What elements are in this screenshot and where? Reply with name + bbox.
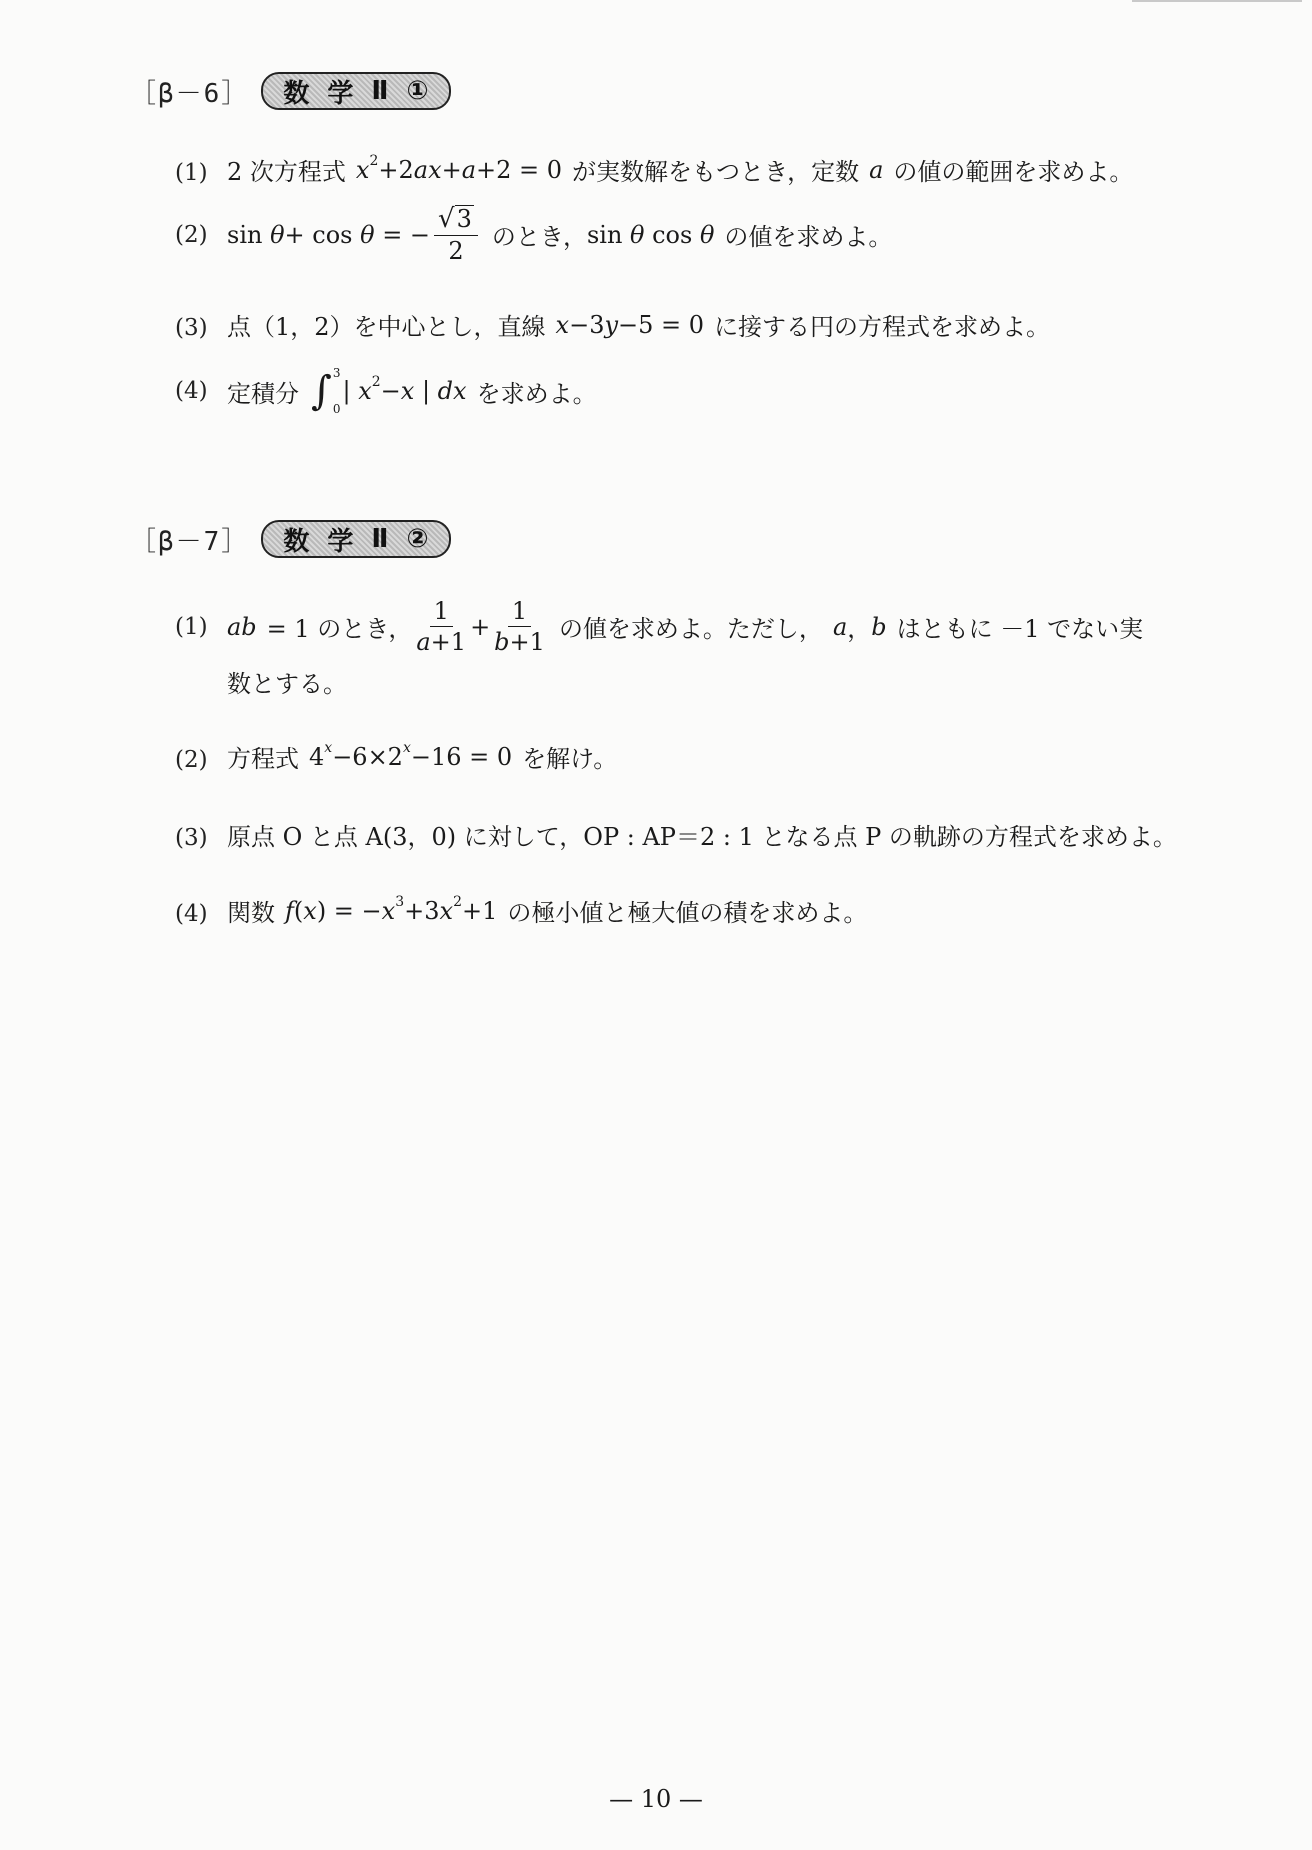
subject-label: 数 学 Ⅱ ② xyxy=(261,520,450,558)
equation: $4^x-6\times 2^x-16 = 0$ xyxy=(309,739,513,771)
problem-b7-3: (3) 原点 O と点 A(3，0) に対して，OP : AP＝2 : 1 となる点 P の軌跡の方程式を求めよ。 xyxy=(175,823,1177,851)
problem-b6-1: (1) 2 次方程式 $x^2+2ax+a+2 = 0$ が実数解をもつとき，定数 a の値の範囲を求めよ。 xyxy=(175,152,1134,186)
integral: ∫ 3 0 xyxy=(311,366,341,416)
equation: $x^2+2ax+a+2 = 0$ xyxy=(355,152,563,184)
section-header-b6 xyxy=(130,72,451,110)
subject-label: 数 学 Ⅱ ① xyxy=(261,72,450,110)
fraction: $\frac{1}{a+1}$ xyxy=(416,597,467,657)
equation: $f(x) = -x^3+3x^2+1$ xyxy=(285,893,498,925)
section-tag: ［β－6］ xyxy=(130,78,250,109)
problem-b6-2: (2) sin θ+ cos θ = − √ 3 2 のとき， sin θ cos θ の値を求めよ。 xyxy=(175,204,893,265)
section-tag: ［β－7］ xyxy=(130,526,250,557)
equation: x−3y−5 = 0 xyxy=(555,310,705,339)
fraction: $\frac{1}{b+1}$ xyxy=(494,597,545,657)
section-header-b7 xyxy=(130,520,451,558)
integrand: | $x^2-x$ | dx xyxy=(342,374,467,405)
page-number: — 10 — xyxy=(609,1785,703,1813)
problem-b6-4: (4) 定積分 ∫ 3 0 | $x^2-x$ | dx を求めよ。 xyxy=(175,366,597,416)
problem-b7-1: (1) ab = 1 のとき， $\frac{1}{a+1}$ + $\frac{1}{b+1}$ の値を求めよ。ただし， a ， b はともに －1 でない実 xyxy=(175,597,1144,657)
fraction: √ 3 2 xyxy=(434,205,478,264)
problem-b6-3: (3) 点（1，2）を中心とし，直線 x−3y−5 = 0 に接する円の方程式を求めよ。 xyxy=(175,310,1051,341)
scan-edge-line xyxy=(1132,0,1302,2)
problem-b7-2: (2) 方程式 $4^x-6\times 2^x-16 = 0$ を解け。 xyxy=(175,739,618,773)
equation: sin θ+ cos θ = − xyxy=(227,220,431,249)
expression: sin θ cos θ xyxy=(586,220,715,249)
problem-b7-4: (4) 関数 $f(x) = -x^3+3x^2+1$ の極小値と極大値の積を求めよ。 xyxy=(175,893,868,927)
problem-b7-1-cont: 数とする。 xyxy=(227,670,347,698)
